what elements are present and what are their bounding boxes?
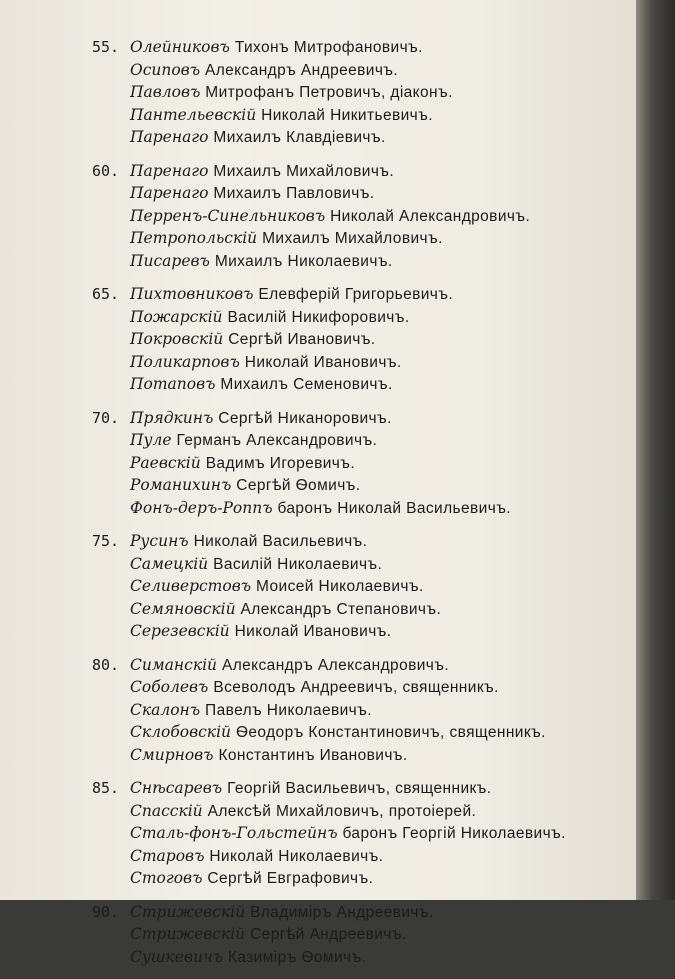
entry-name: Георгій Васильевичъ, священникъ. — [227, 780, 492, 797]
list-entry — [0, 822, 636, 845]
entry-number: 85. — [92, 779, 120, 797]
list-entry — [0, 227, 636, 250]
entry-name: Сергѣй Никаноровичъ. — [218, 409, 392, 427]
list-entry — [0, 946, 636, 969]
entry-name: Константинъ Ивановичъ. — [218, 746, 408, 764]
entry-surname: Пихтовниковъ — [130, 285, 254, 303]
entry-name: Михаилъ Николаевичъ. — [214, 252, 393, 270]
list-entry — [0, 407, 636, 430]
entry-name: Николай Александровичъ. — [330, 207, 531, 225]
list-entry — [0, 250, 636, 273]
list-entry — [0, 429, 636, 452]
list-entry — [0, 721, 636, 744]
entry-surname: Поликарповъ — [130, 352, 240, 371]
entry-group — [0, 654, 636, 767]
entry-group — [0, 36, 636, 149]
entry-group — [0, 283, 636, 396]
list-entry — [0, 620, 636, 643]
entry-surname: Пуле — [130, 431, 172, 449]
entry-surname: Раевскій — [130, 453, 201, 472]
name-list — [0, 36, 636, 979]
entry-surname: Серезевскій — [130, 622, 230, 640]
entry-surname: Олейниковъ — [130, 38, 230, 56]
entry-surname: Потаповъ — [130, 375, 216, 393]
entry-surname: Писаревъ — [130, 251, 210, 270]
entry-name: Казиміръ Ѳомичъ. — [227, 948, 367, 966]
list-entry — [0, 901, 636, 924]
list-entry — [0, 205, 636, 228]
entry-surname: Соболевъ — [130, 678, 209, 696]
entry-surname: Склобовскій — [130, 723, 232, 741]
list-entry — [0, 36, 636, 59]
entry-number: 75. — [92, 532, 120, 550]
list-entry — [0, 744, 636, 767]
entry-name: Сергѣй Ивановичъ. — [228, 331, 376, 348]
entry-name: Николай Ивановичъ. — [234, 623, 392, 640]
entry-surname: Павловъ — [130, 83, 201, 101]
entry-number: 70. — [92, 408, 120, 427]
entry-surname: Осиповъ — [130, 60, 201, 79]
list-entry — [0, 306, 636, 329]
entry-name: Михаилъ Михайловичъ. — [262, 230, 443, 247]
list-entry — [0, 699, 636, 722]
entry-surname: Сталь-фонъ-Гольстейнъ — [130, 824, 338, 842]
entry-name: Сергѣй Ѳомичъ. — [236, 477, 361, 494]
entry-number: 55. — [92, 38, 120, 56]
entry-name: Сергѣй Евграфовичъ. — [207, 870, 374, 887]
entry-number: 80. — [92, 655, 120, 674]
list-entry — [0, 328, 636, 351]
list-entry — [0, 126, 636, 149]
entry-name: Александръ Александровичъ. — [221, 656, 450, 674]
list-entry — [0, 676, 636, 699]
entry-surname: Петропольскій — [130, 229, 258, 247]
entry-surname: Фонъ-деръ-Роппъ — [130, 498, 273, 517]
list-entry — [0, 351, 636, 374]
entry-surname: Покровскій — [130, 330, 224, 348]
entry-surname: Смирновъ — [130, 745, 214, 764]
entry-name: Александръ Степановичъ. — [240, 600, 442, 618]
entry-name: Моисей Николаевичъ. — [256, 578, 424, 595]
entry-surname: Скалонъ — [130, 700, 201, 719]
list-entry — [0, 59, 636, 82]
entry-group — [0, 777, 636, 890]
list-entry — [0, 452, 636, 475]
entry-surname: Снѣсаревъ — [130, 779, 223, 797]
entry-name: Михаилъ Михайловичъ. — [213, 162, 395, 180]
entry-surname: Прядкинъ — [130, 408, 214, 427]
entry-surname: Русинъ — [130, 532, 189, 550]
list-entry — [0, 373, 636, 396]
entry-group — [0, 901, 636, 969]
entry-surname: Перренъ-Синельниковъ — [130, 206, 326, 225]
entry-name: Ѳеодоръ Константиновичъ, священникъ. — [235, 724, 546, 741]
entry-name: Василій Николаевичъ. — [213, 555, 383, 573]
entry-group — [0, 160, 636, 273]
entry-name: Николай Ивановичъ. — [244, 353, 402, 371]
entry-surname: Самецкій — [130, 554, 209, 573]
entry-name: Владиміръ Андреевичъ. — [250, 903, 434, 921]
list-entry — [0, 575, 636, 598]
list-entry — [0, 104, 636, 127]
list-entry — [0, 654, 636, 677]
list-entry — [0, 530, 636, 553]
list-entry — [0, 598, 636, 621]
list-entry — [0, 182, 636, 205]
entry-surname: Стрижевскій — [130, 925, 246, 943]
entry-name: Михаилъ Семеновичъ. — [220, 376, 393, 393]
entry-surname: Селиверстовъ — [130, 577, 252, 595]
list-entry — [0, 923, 636, 946]
entry-group — [0, 530, 636, 643]
entry-surname: Симанскій — [130, 655, 218, 674]
entry-number: 90. — [92, 902, 120, 921]
list-entry — [0, 81, 636, 104]
list-entry — [0, 497, 636, 520]
entry-surname: Стоговъ — [130, 869, 203, 887]
entry-number: 65. — [92, 285, 120, 303]
entry-name: Всеволодъ Андреевичъ, священникъ. — [213, 679, 499, 696]
list-entry — [0, 283, 636, 306]
entry-surname: Пожарскій — [130, 307, 223, 326]
list-entry — [0, 845, 636, 868]
entry-surname: Паренаго — [130, 161, 209, 180]
entry-surname: Романихинъ — [130, 476, 232, 494]
list-entry — [0, 474, 636, 497]
list-entry — [0, 160, 636, 183]
list-entry — [0, 553, 636, 576]
entry-name: Митрофанъ Петровичъ, діаконъ. — [205, 84, 453, 101]
entry-surname: Паренаго — [130, 184, 209, 202]
list-entry — [0, 777, 636, 800]
entry-name: Сергѣй Андреевичъ. — [250, 926, 407, 943]
entry-surname: Семяновскій — [130, 599, 236, 618]
entry-surname: Стрижевскій — [130, 902, 246, 921]
entry-name: Германъ Александровичъ. — [176, 432, 378, 449]
entry-name: Николай Васильевичъ. — [193, 533, 368, 550]
list-entry — [0, 800, 636, 823]
page-edge-shadow — [636, 0, 675, 900]
entry-number: 60. — [92, 161, 120, 180]
entry-surname: Сушкевичъ — [130, 947, 223, 966]
entry-name: Николай Никитьевичъ. — [261, 106, 433, 124]
entry-name: Михаилъ Клавдіевичъ. — [213, 129, 386, 146]
entry-surname: Старовъ — [130, 846, 205, 865]
entry-name: Николай Николаевичъ. — [209, 847, 384, 865]
entry-name: Александръ Андреевичъ. — [204, 61, 399, 79]
entry-name: Михаилъ Павловичъ. — [213, 185, 375, 202]
list-entry — [0, 867, 636, 890]
entry-name: Алексѣй Михайловичъ, протоіерей. — [207, 802, 477, 820]
entry-name: Вадимъ Игоревичъ. — [205, 454, 356, 472]
entry-surname: Пантельевскій — [130, 105, 257, 124]
entry-surname: Спасскій — [130, 801, 203, 820]
entry-name: Василій Никифоровичъ. — [227, 308, 410, 326]
entry-name: баронъ Георгій Николаевичъ. — [342, 825, 566, 842]
entry-name: Елевферій Григорьевичъ. — [258, 286, 454, 303]
entry-name: Павелъ Николаевичъ. — [205, 701, 372, 719]
entry-name: Тихонъ Митрофановичъ. — [234, 39, 423, 56]
entry-name: баронъ Николай Васильевичъ. — [277, 499, 511, 517]
entry-group — [0, 407, 636, 520]
entry-surname: Паренаго — [130, 128, 209, 146]
